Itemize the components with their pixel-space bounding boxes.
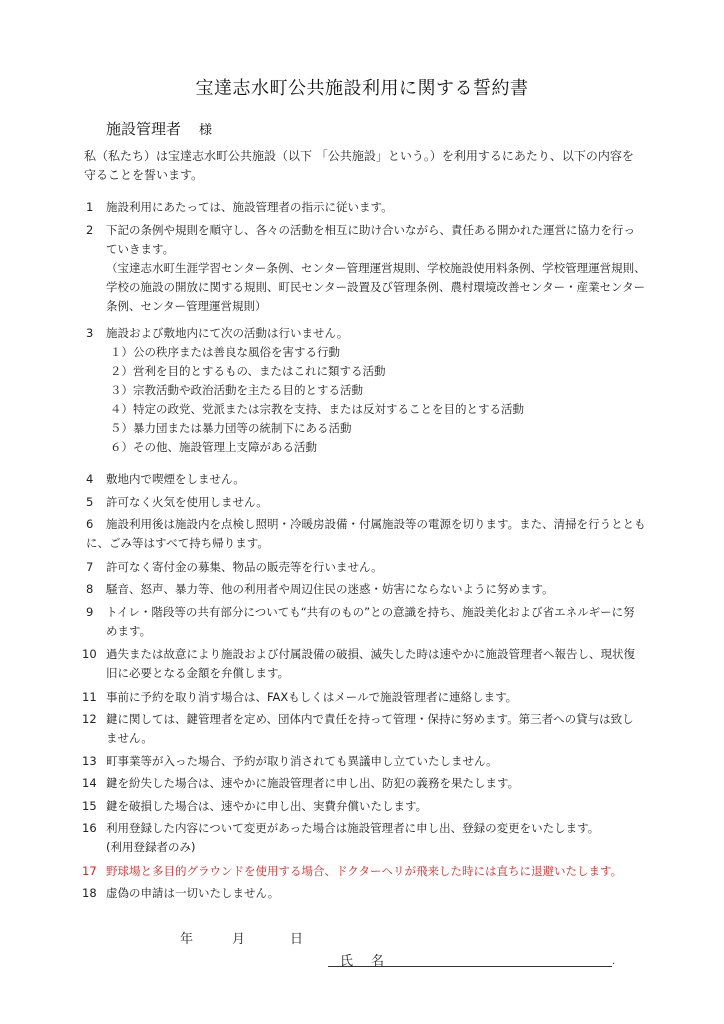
item-number: 1: [86, 200, 94, 214]
list-item: [82, 819, 642, 857]
item-number: 6: [86, 517, 94, 531]
item-note: (利用登録者のみ): [106, 840, 196, 854]
item-number: 16: [82, 821, 97, 835]
list-item: [86, 515, 646, 553]
list-item-highlighted: [82, 862, 642, 881]
item-text: トイレ・階段等の共有部分についても“共有のもの”との意識を持ち、施設美化および省エネルギーに努めます。: [106, 605, 635, 638]
item-number: 8: [86, 582, 94, 596]
list-item: [86, 324, 646, 457]
item-text: 許可なく寄付金の募集、物品の販売等を行いません。: [106, 560, 383, 574]
item-text: 鍵に関しては、鍵管理者を定め、団体内で責任を持って管理・保持に努めます。第三者への貸与は致しません。: [106, 712, 634, 745]
list-item: [86, 603, 646, 641]
signature-end-mark: .: [612, 956, 616, 967]
item-text: 野球場と多目的グラウンドを使用する場合、ドクターヘリが飛来した時には直ちに退避いたします。: [106, 864, 623, 878]
item-text: 鍵を破損した場合は、速やかに申し出、実費弁償いたします。: [106, 799, 428, 813]
item-text: 施設利用にあたっては、施設管理者の指示に従います。: [106, 200, 393, 214]
list-item: [82, 710, 642, 748]
item-text: 鍵を紛失した場合は、速やかに施設管理者に申し出、防犯の義務を果たします。: [106, 776, 520, 790]
item-number: 3: [86, 326, 94, 340]
item-text: 許可なく火気を使用しません。: [106, 495, 268, 509]
item-number: 2: [86, 223, 94, 237]
item-text: 敷地内で喫煙をしません。: [106, 472, 245, 486]
date-year-label: 年: [180, 932, 194, 947]
list-item: [86, 198, 646, 217]
list-item: [86, 493, 646, 512]
sub-item: ６）その他、施設管理上支障がある活動: [110, 440, 317, 454]
intro-paragraph: 私（私たち）は宝達志水町公共施設（以下 「公共施設」という。）を利用するにあたり、以下の内容を守ることを誓います。: [84, 149, 634, 182]
item-text: 施設利用後は施設内を点検し照明・冷暖房設備・付属施設等の電源を切ります。また、清掃を行うとともに、ごみ等はすべて持ち帰ります。: [86, 517, 646, 550]
item-number: 12: [82, 712, 97, 726]
list-item: [82, 884, 642, 903]
signature-label: 氏名: [340, 954, 403, 969]
item-note: （宝達志水町生涯学習センター条例、センター管理運営規則、学校施設使用料条例、学校管理運営規則、学校の施設の開放に関する規則、町民センター設置及び管理条例、農村環境改善センター・産業センター条例、センター管理運営規則）: [106, 261, 646, 313]
item-number: 17: [82, 864, 97, 878]
addressee: [106, 118, 212, 139]
item-number: 4: [86, 472, 94, 486]
list-item: [86, 580, 646, 599]
item-number: 14: [82, 776, 97, 790]
item-text: 町事業等が入った場合、予約が取り消されても異議申し立ていたしません。: [106, 754, 498, 768]
sub-item: ３）宗教活動や政治活動を主たる目的とする活動: [110, 383, 363, 397]
sub-item: ４）特定の政党、党派または宗教を支持、または反対することを目的とする活動: [110, 402, 524, 416]
item-text: 虚偽の申請は一切いたしません。: [106, 886, 280, 900]
list-item: [86, 221, 646, 316]
item-number: 7: [86, 560, 94, 574]
addressee-name: 施設管理者: [106, 120, 182, 138]
item-number: 18: [82, 886, 97, 900]
item-number: 5: [86, 495, 94, 509]
addressee-suffix: 様: [199, 123, 213, 138]
item-number: 9: [86, 605, 94, 619]
item-text: 騒音、怒声、暴力等、他の利用者や周辺住民の迷惑・妨害にならないように努めます。: [106, 582, 554, 596]
list-item: [82, 797, 642, 816]
item-text: 下記の条例や規則を順守し、各々の活動を相互に助け合いながら、責任ある開かれた運営に協力を行っていきます。: [106, 223, 635, 256]
item-number: 15: [82, 799, 97, 813]
date-month-label: 月: [232, 932, 246, 947]
list-item: [82, 774, 642, 793]
list-item: [82, 752, 642, 771]
sub-item: １）公の秩序または善良な風俗を害する行動: [110, 345, 340, 359]
item-number: 13: [82, 754, 97, 768]
item-number: 11: [82, 690, 97, 704]
item-text: 利用登録した内容について変更があった場合は施設管理者に申し出、登録の変更をいたします。: [106, 821, 600, 835]
item-number: 10: [82, 647, 97, 661]
list-item: [86, 470, 646, 489]
item-text: 過失または故意により施設および付属設備の破損、滅失した時は速やかに施設管理者へ報告し、現状復旧に必要となる金額を弁償します。: [106, 647, 635, 680]
item-text: 施設および敷地内にて次の活動は行いません。: [106, 326, 349, 340]
item-text: 事前に予約を取り消す場合は、FAXもしくはメールで施設管理者に連絡します。: [106, 690, 518, 704]
list-item: [86, 558, 646, 577]
list-item: [82, 645, 642, 683]
sub-item: ２）営利を目的とするもの、またはこれに類する活動: [110, 364, 386, 378]
sub-item: ５）暴力団または暴力団等の統制下にある活動: [110, 421, 352, 435]
list-item: [82, 688, 642, 707]
date-day-label: 日: [290, 932, 304, 947]
page-title: 宝達志水町公共施設利用に関する誓約書: [195, 78, 529, 99]
